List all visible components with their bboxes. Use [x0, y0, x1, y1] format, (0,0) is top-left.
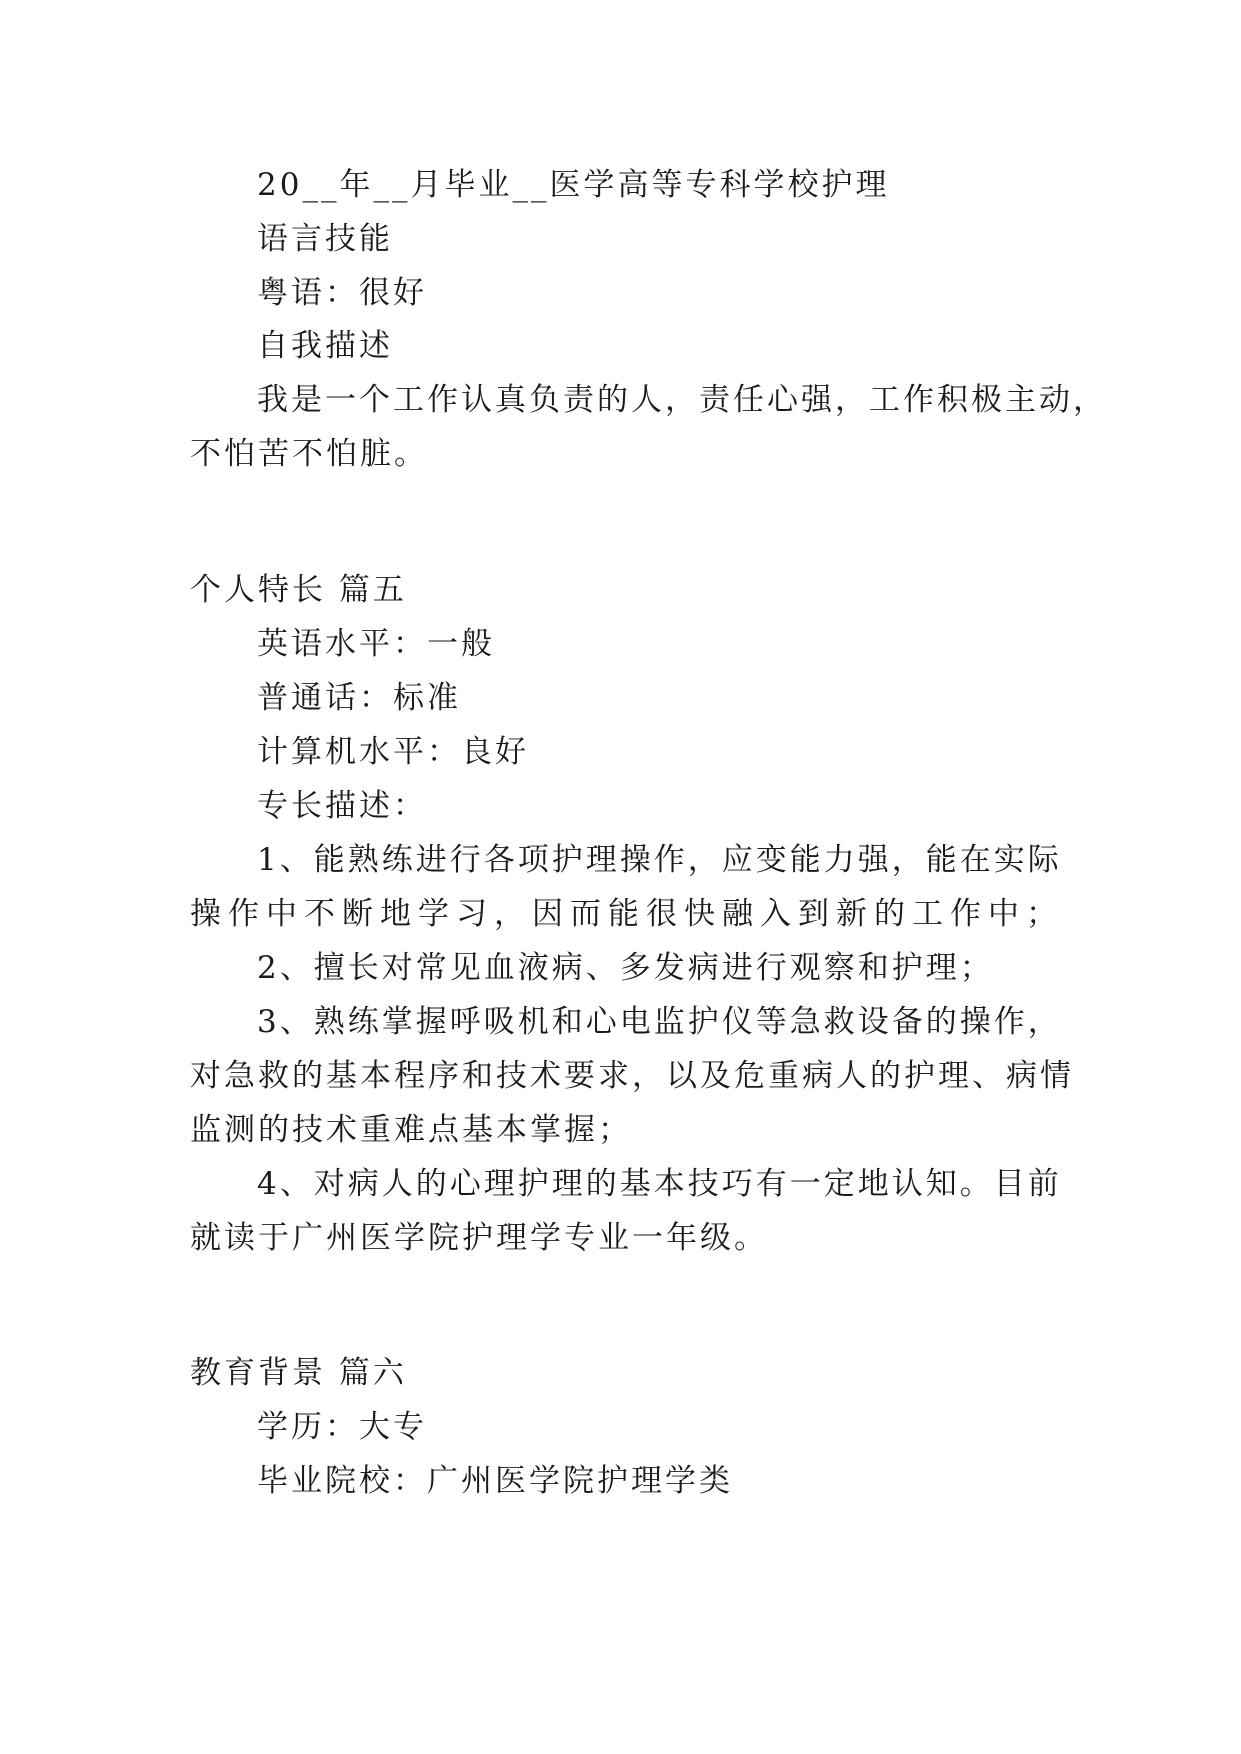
section-6-title: 教育背景 篇六 — [190, 1355, 407, 1391]
self-description-heading: 自我描述 — [257, 328, 393, 364]
specialty-item-3-line-2: 对急救的基本程序和技术要求，以及危重病人的护理、病情 — [190, 1058, 1074, 1094]
mandarin-level: 普通话：标准 — [257, 680, 461, 716]
specialty-heading: 专长描述： — [257, 788, 427, 824]
specialty-item-4-line-2: 就读于广州医学院护理学专业一年级。 — [190, 1220, 768, 1256]
cantonese-level: 粤语：很好 — [257, 275, 427, 311]
specialty-item-2: 2、擅长对常见血液病、多发病进行观察和护理； — [257, 950, 994, 986]
specialty-item-1-line-2: 操作中不断地学习，因而能很快融入到新的工作中； — [190, 896, 1060, 932]
section-5-title: 个人特长 篇五 — [190, 572, 407, 608]
english-level: 英语水平：一般 — [257, 626, 495, 662]
self-description-line-1: 我是一个工作认真负责的人，责任心强，工作积极主动， — [257, 382, 1107, 418]
specialty-item-1-line-1: 1、能熟练进行各项护理操作，应变能力强，能在实际 — [257, 842, 1062, 878]
degree: 学历：大专 — [257, 1409, 427, 1445]
specialty-item-3-line-3: 监测的技术重难点基本掌握； — [190, 1112, 632, 1148]
specialty-item-4-line-1: 4、对病人的心理护理的基本技巧有一定地认知。目前 — [257, 1166, 1062, 1202]
specialty-item-3-line-1: 3、熟练掌握呼吸机和心电监护仪等急救设备的操作， — [257, 1004, 1062, 1040]
education-line: 20__年__月毕业__医学高等专科学校护理 — [257, 167, 890, 203]
computer-level: 计算机水平：良好 — [257, 734, 529, 770]
language-heading: 语言技能 — [257, 221, 393, 257]
graduate-school: 毕业院校：广州医学院护理学类 — [257, 1463, 733, 1499]
self-description-line-2: 不怕苦不怕脏。 — [190, 436, 428, 472]
